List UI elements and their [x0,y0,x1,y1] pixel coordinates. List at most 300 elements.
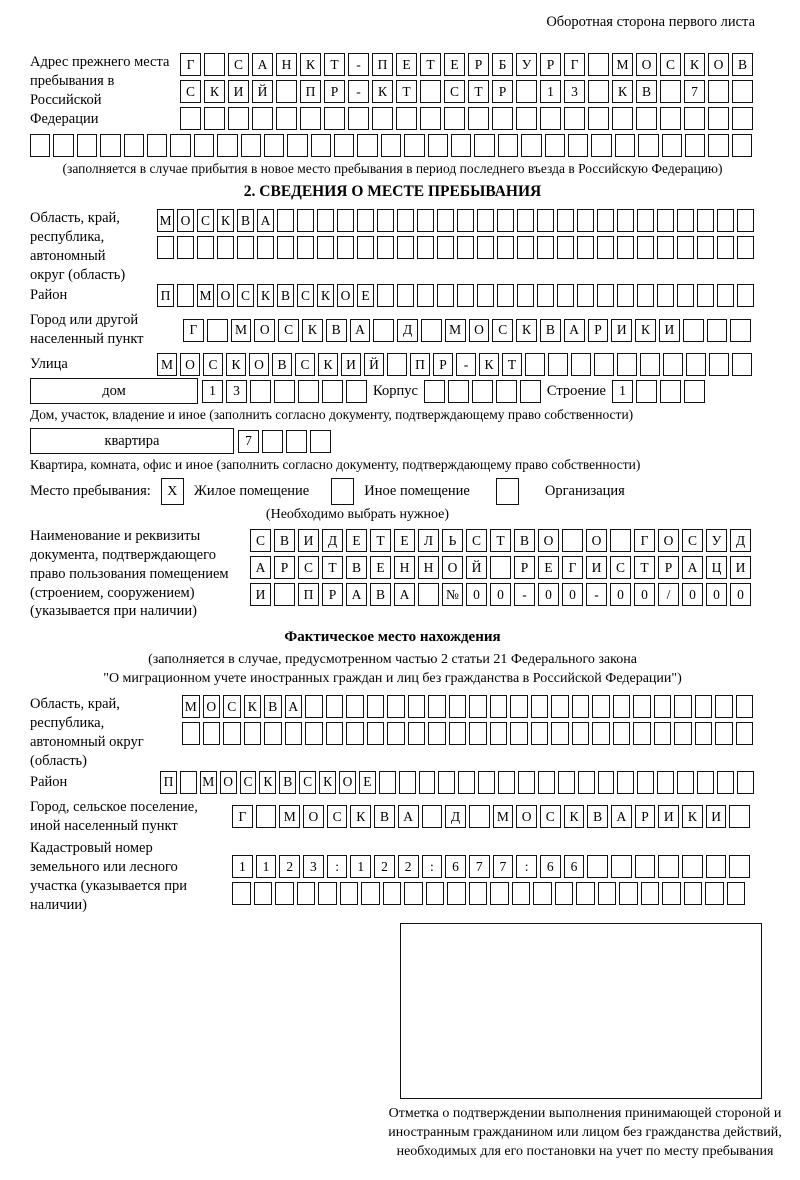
char-cell[interactable]: С [299,771,316,794]
char-cell[interactable]: С [203,353,223,376]
char-cell[interactable]: Н [394,556,415,579]
char-cell[interactable] [449,695,467,718]
char-cell[interactable]: 7 [469,855,490,878]
char-cell[interactable] [478,771,495,794]
char-cell[interactable]: 7 [684,80,705,103]
char-cell[interactable]: К [319,771,336,794]
char-cell[interactable]: П [157,284,174,307]
char-cell[interactable]: К [217,209,234,232]
char-cell[interactable] [357,134,377,157]
char-cell[interactable] [737,209,754,232]
char-cell[interactable] [180,107,201,130]
char-cell[interactable]: В [540,319,561,342]
char-cell[interactable] [397,284,414,307]
char-cell[interactable]: О [220,771,237,794]
char-cell[interactable] [469,695,487,718]
char-cell[interactable] [492,107,513,130]
char-cell[interactable] [684,882,703,905]
char-cell[interactable]: О [203,695,221,718]
char-cell[interactable] [538,771,555,794]
char-cell[interactable]: Р [540,53,561,76]
char-cell[interactable]: И [730,556,751,579]
char-cell[interactable] [497,236,514,259]
char-cell[interactable] [408,722,426,745]
char-cell[interactable]: Р [433,353,453,376]
char-cell[interactable] [318,882,337,905]
char-cell[interactable] [367,722,385,745]
char-cell[interactable] [732,107,753,130]
char-cell[interactable]: Е [396,53,417,76]
char-cell[interactable] [285,722,303,745]
char-cell[interactable]: К [226,353,246,376]
char-cell[interactable] [617,209,634,232]
char-cell[interactable] [428,722,446,745]
char-cell[interactable] [100,134,120,157]
char-cell[interactable] [428,695,446,718]
char-cell[interactable] [180,771,197,794]
char-cell[interactable] [545,134,565,157]
char-cell[interactable] [490,882,509,905]
char-cell[interactable] [298,380,319,403]
char-cell[interactable] [217,236,234,259]
char-cell[interactable]: 1 [256,855,277,878]
char-cell[interactable]: Т [468,80,489,103]
char-cell[interactable] [660,380,681,403]
char-cell[interactable] [311,134,331,157]
char-cell[interactable] [512,882,531,905]
char-cell[interactable] [182,722,200,745]
char-cell[interactable]: В [277,284,294,307]
char-cell[interactable] [262,430,283,453]
char-cell[interactable] [684,107,705,130]
char-cell[interactable] [576,882,595,905]
char-cell[interactable]: П [410,353,430,376]
char-cell[interactable] [572,722,590,745]
char-cell[interactable]: М [445,319,466,342]
char-cell[interactable] [557,236,574,259]
char-cell[interactable] [397,209,414,232]
char-cell[interactable]: - [456,353,476,376]
char-cell[interactable]: Д [445,805,466,828]
char-cell[interactable]: А [346,583,367,606]
char-cell[interactable] [381,134,401,157]
char-cell[interactable]: В [514,529,535,552]
char-cell[interactable] [424,380,445,403]
char-cell[interactable] [697,209,714,232]
char-cell[interactable] [457,236,474,259]
char-cell[interactable]: К [317,284,334,307]
char-cell[interactable] [300,107,321,130]
char-cell[interactable] [635,855,656,878]
char-cell[interactable] [379,771,396,794]
char-cell[interactable]: - [586,583,607,606]
char-cell[interactable] [496,380,517,403]
char-cell[interactable] [228,107,249,130]
char-cell[interactable]: А [611,805,632,828]
char-cell[interactable] [177,236,194,259]
char-cell[interactable]: К [516,319,537,342]
char-cell[interactable] [657,236,674,259]
char-cell[interactable]: С [682,529,703,552]
char-cell[interactable] [709,353,729,376]
char-cell[interactable] [577,236,594,259]
char-cell[interactable] [654,722,672,745]
char-cell[interactable]: О [217,284,234,307]
char-cell[interactable]: С [180,80,201,103]
char-cell[interactable] [420,107,441,130]
char-cell[interactable]: Г [562,556,583,579]
char-cell[interactable] [30,134,50,157]
char-cell[interactable] [615,134,635,157]
char-cell[interactable] [437,284,454,307]
char-cell[interactable] [324,107,345,130]
char-cell[interactable] [663,353,683,376]
char-cell[interactable] [297,236,314,259]
char-cell[interactable] [597,209,614,232]
char-cell[interactable] [708,80,729,103]
char-cell[interactable]: С [295,353,315,376]
char-cell[interactable] [53,134,73,157]
char-cell[interactable]: О [303,805,324,828]
char-cell[interactable] [641,882,660,905]
char-cell[interactable]: У [706,529,727,552]
char-cell[interactable]: 1 [540,80,561,103]
char-cell[interactable] [636,107,657,130]
char-cell[interactable] [729,805,750,828]
char-cell[interactable] [264,722,282,745]
char-cell[interactable] [588,80,609,103]
char-cell[interactable]: Е [538,556,559,579]
char-cell[interactable] [147,134,167,157]
char-cell[interactable]: М [612,53,633,76]
char-cell[interactable] [592,695,610,718]
char-cell[interactable] [157,236,174,259]
char-cell[interactable]: Р [322,583,343,606]
char-cell[interactable] [177,284,194,307]
char-cell[interactable]: К [479,353,499,376]
char-cell[interactable] [594,353,614,376]
char-cell[interactable] [657,771,674,794]
char-cell[interactable] [449,722,467,745]
char-cell[interactable] [444,107,465,130]
char-cell[interactable]: С [228,53,249,76]
char-cell[interactable]: О [469,319,490,342]
char-cell[interactable] [732,80,753,103]
char-cell[interactable] [334,134,354,157]
char-cell[interactable] [617,236,634,259]
char-cell[interactable]: О [636,53,657,76]
char-cell[interactable]: П [298,583,319,606]
stay-type-checkbox-residential[interactable]: X [161,478,184,505]
char-cell[interactable] [408,695,426,718]
char-cell[interactable] [124,134,144,157]
char-cell[interactable] [736,722,754,745]
char-cell[interactable] [697,284,714,307]
char-cell[interactable] [636,380,657,403]
char-cell[interactable] [277,236,294,259]
char-cell[interactable]: Й [252,80,273,103]
char-cell[interactable] [592,722,610,745]
char-cell[interactable]: О [180,353,200,376]
char-cell[interactable] [377,209,394,232]
char-cell[interactable]: М [182,695,200,718]
char-cell[interactable]: И [250,583,271,606]
char-cell[interactable]: О [708,53,729,76]
char-cell[interactable]: И [659,319,680,342]
char-cell[interactable]: 6 [540,855,561,878]
char-cell[interactable] [244,722,262,745]
char-cell[interactable]: А [564,319,585,342]
char-cell[interactable] [537,236,554,259]
char-cell[interactable] [457,284,474,307]
char-cell[interactable]: И [341,353,361,376]
char-cell[interactable]: Р [492,80,513,103]
char-cell[interactable] [662,134,682,157]
char-cell[interactable] [250,380,271,403]
char-cell[interactable] [510,695,528,718]
char-cell[interactable]: О [177,209,194,232]
char-cell[interactable]: К [257,284,274,307]
char-cell[interactable] [706,855,727,878]
char-cell[interactable] [640,353,660,376]
char-cell[interactable] [695,695,713,718]
char-cell[interactable] [564,107,585,130]
char-cell[interactable] [426,882,445,905]
char-cell[interactable] [658,855,679,878]
char-cell[interactable]: 0 [538,583,559,606]
char-cell[interactable]: В [237,209,254,232]
char-cell[interactable] [417,236,434,259]
char-cell[interactable]: В [272,353,292,376]
char-cell[interactable]: К [259,771,276,794]
char-cell[interactable]: Н [418,556,439,579]
char-cell[interactable]: В [274,529,295,552]
char-cell[interactable] [297,209,314,232]
char-cell[interactable]: С [610,556,631,579]
char-cell[interactable] [468,107,489,130]
char-cell[interactable] [326,722,344,745]
char-cell[interactable] [428,134,448,157]
char-cell[interactable]: Н [276,53,297,76]
char-cell[interactable] [715,695,733,718]
char-cell[interactable]: / [658,583,679,606]
char-cell[interactable]: К [244,695,262,718]
char-cell[interactable] [705,882,724,905]
char-cell[interactable] [241,134,261,157]
char-cell[interactable] [357,236,374,259]
char-cell[interactable] [497,209,514,232]
char-cell[interactable] [633,695,651,718]
char-cell[interactable] [674,695,692,718]
char-cell[interactable]: К [300,53,321,76]
char-cell[interactable] [537,209,554,232]
char-cell[interactable] [677,209,694,232]
char-cell[interactable] [377,236,394,259]
char-cell[interactable]: Г [564,53,585,76]
char-cell[interactable] [438,771,455,794]
char-cell[interactable] [417,284,434,307]
char-cell[interactable] [373,319,394,342]
char-cell[interactable] [695,722,713,745]
char-cell[interactable]: М [157,353,177,376]
char-cell[interactable] [419,771,436,794]
char-cell[interactable] [421,319,442,342]
char-cell[interactable] [256,805,277,828]
char-cell[interactable] [715,722,733,745]
char-cell[interactable] [637,236,654,259]
char-cell[interactable] [730,319,751,342]
char-cell[interactable] [638,134,658,157]
char-cell[interactable]: Д [322,529,343,552]
char-cell[interactable]: 2 [374,855,395,878]
char-cell[interactable] [490,695,508,718]
char-cell[interactable] [287,134,307,157]
char-cell[interactable]: К [635,319,656,342]
char-cell[interactable] [297,882,316,905]
char-cell[interactable]: Т [370,529,391,552]
char-cell[interactable]: 6 [445,855,466,878]
char-cell[interactable]: И [586,556,607,579]
char-cell[interactable] [276,107,297,130]
char-cell[interactable] [490,722,508,745]
char-cell[interactable] [326,695,344,718]
char-cell[interactable] [437,209,454,232]
char-cell[interactable] [660,80,681,103]
char-cell[interactable]: - [348,53,369,76]
char-cell[interactable]: К [564,805,585,828]
char-cell[interactable]: Г [180,53,201,76]
char-cell[interactable] [677,236,694,259]
char-cell[interactable]: А [250,556,271,579]
char-cell[interactable]: С [660,53,681,76]
char-cell[interactable]: И [228,80,249,103]
char-cell[interactable]: 6 [564,855,585,878]
char-cell[interactable] [317,209,334,232]
char-cell[interactable]: Й [364,353,384,376]
char-cell[interactable] [533,882,552,905]
char-cell[interactable]: 0 [682,583,703,606]
char-cell[interactable]: Д [397,319,418,342]
char-cell[interactable]: М [157,209,174,232]
char-cell[interactable] [516,107,537,130]
char-cell[interactable]: К [204,80,225,103]
char-cell[interactable] [677,284,694,307]
char-cell[interactable] [610,529,631,552]
char-cell[interactable] [469,805,490,828]
char-cell[interactable] [448,380,469,403]
char-cell[interactable]: К [612,80,633,103]
char-cell[interactable]: Е [394,529,415,552]
char-cell[interactable]: М [493,805,514,828]
char-cell[interactable] [682,855,703,878]
char-cell[interactable] [717,236,734,259]
char-cell[interactable]: В [732,53,753,76]
char-cell[interactable]: Т [502,353,522,376]
char-cell[interactable] [361,882,380,905]
char-cell[interactable] [451,134,471,157]
char-cell[interactable] [217,134,237,157]
char-cell[interactable]: А [394,583,415,606]
char-cell[interactable]: О [339,771,356,794]
char-cell[interactable] [286,430,307,453]
char-cell[interactable] [555,882,574,905]
char-cell[interactable] [591,134,611,157]
stay-type-checkbox-organization[interactable] [496,478,519,505]
char-cell[interactable] [578,771,595,794]
char-cell[interactable]: С [327,805,348,828]
char-cell[interactable] [275,882,294,905]
char-cell[interactable] [727,882,746,905]
char-cell[interactable]: О [516,805,537,828]
char-cell[interactable]: М [231,319,252,342]
char-cell[interactable] [551,722,569,745]
char-cell[interactable] [598,771,615,794]
char-cell[interactable]: 7 [238,430,259,453]
char-cell[interactable]: У [516,53,537,76]
char-cell[interactable] [637,771,654,794]
char-cell[interactable] [558,771,575,794]
char-cell[interactable]: В [636,80,657,103]
char-cell[interactable]: О [337,284,354,307]
char-cell[interactable]: С [297,284,314,307]
char-cell[interactable]: О [254,319,275,342]
char-cell[interactable]: Р [588,319,609,342]
char-cell[interactable]: 0 [610,583,631,606]
char-cell[interactable] [276,80,297,103]
char-cell[interactable] [367,695,385,718]
char-cell[interactable]: Т [322,556,343,579]
char-cell[interactable] [657,209,674,232]
char-cell[interactable] [346,695,364,718]
char-cell[interactable]: С [223,695,241,718]
char-cell[interactable]: 0 [562,583,583,606]
char-cell[interactable] [510,722,528,745]
char-cell[interactable] [517,209,534,232]
char-cell[interactable]: С [278,319,299,342]
char-cell[interactable] [654,695,672,718]
char-cell[interactable] [520,380,541,403]
char-cell[interactable]: 1 [232,855,253,878]
char-cell[interactable] [633,722,651,745]
char-cell[interactable]: В [279,771,296,794]
char-cell[interactable]: А [285,695,303,718]
char-cell[interactable] [518,771,535,794]
char-cell[interactable]: С [466,529,487,552]
char-cell[interactable] [677,771,694,794]
char-cell[interactable]: Й [466,556,487,579]
char-cell[interactable]: Г [634,529,655,552]
char-cell[interactable] [572,695,590,718]
char-cell[interactable] [588,53,609,76]
char-cell[interactable]: А [252,53,273,76]
char-cell[interactable] [422,805,443,828]
char-cell[interactable]: Е [357,284,374,307]
char-cell[interactable] [204,107,225,130]
char-cell[interactable] [617,284,634,307]
char-cell[interactable]: Р [324,80,345,103]
char-cell[interactable] [204,53,225,76]
char-cell[interactable]: Г [232,805,253,828]
char-cell[interactable] [732,353,752,376]
char-cell[interactable]: 7 [493,855,514,878]
char-cell[interactable] [420,80,441,103]
char-cell[interactable] [598,882,617,905]
char-cell[interactable]: 2 [279,855,300,878]
char-cell[interactable]: В [587,805,608,828]
char-cell[interactable] [237,236,254,259]
char-cell[interactable] [540,107,561,130]
char-cell[interactable] [637,284,654,307]
